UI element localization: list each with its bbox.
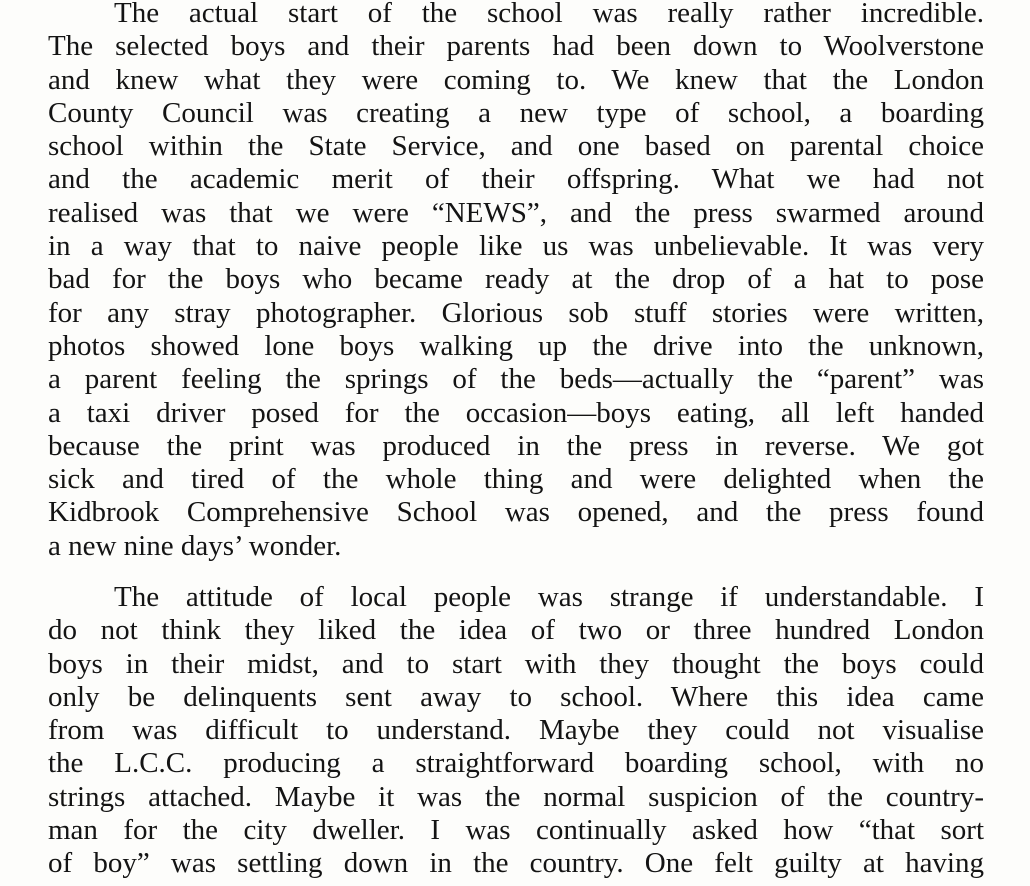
paragraph-local-attitude [48, 581, 984, 881]
text-line: from was difficult to understand. Maybe they could not visualise [48, 714, 984, 747]
text-line: man for the city dweller. I was continually asked how “that sort [48, 814, 984, 847]
text-line: do not think they liked the idea of two or three hundred London [48, 614, 984, 647]
text-line: sick and tired of the whole thing and were delighted when the [48, 463, 984, 496]
paragraph-school-start [48, 0, 984, 563]
text-line: of boy” was settling down in the country. One felt guilty at having [48, 847, 984, 880]
text-line: The attitude of local people was strange if understandable. I [114, 581, 984, 613]
text-line: Kidbrook Comprehensive School was opened, and the press found [48, 496, 984, 529]
text-line: photos showed lone boys walking up the drive into the unknown, [48, 329, 984, 362]
text-line: a taxi driver posed for the occasion—boys eating, all left handed [48, 396, 984, 429]
text-line: The actual start of the school was really rather incredible. [114, 0, 984, 29]
text-line: the L.C.C. producing a straightforward boarding school, with no [48, 747, 984, 780]
text-line: County Council was creating a new type of school, a boarding [48, 96, 984, 129]
text-line: and knew what they were coming to. We knew that the London [48, 63, 984, 96]
text-line: in a way that to naive people like us was unbelievable. It was very [48, 230, 984, 263]
text-line: boys in their midst, and to start with they thought the boys could [48, 647, 984, 680]
text-line: school within the State Service, and one based on parental choice [48, 130, 984, 163]
text-line: The selected boys and their parents had been down to Woolverstone [48, 30, 984, 63]
text-line: and the academic merit of their offspring. What we had not [48, 163, 984, 196]
text-line: because the print was produced in the press in reverse. We got [48, 429, 984, 462]
text-line: strings attached. Maybe it was the normal suspicion of the country- [48, 780, 984, 813]
text-line: for any stray photographer. Glorious sob stuff stories were written, [48, 296, 984, 329]
text-line: a new nine days’ wonder. [48, 529, 342, 562]
text-line: only be delinquents sent away to school. Where this idea came [48, 680, 984, 713]
text-line: a parent feeling the springs of the beds—actually the “parent” was [48, 363, 984, 396]
text-line: realised was that we were “NEWS”, and the press swarmed around [48, 196, 984, 229]
text-line: bad for the boys who became ready at the drop of a hat to pose [48, 263, 984, 296]
